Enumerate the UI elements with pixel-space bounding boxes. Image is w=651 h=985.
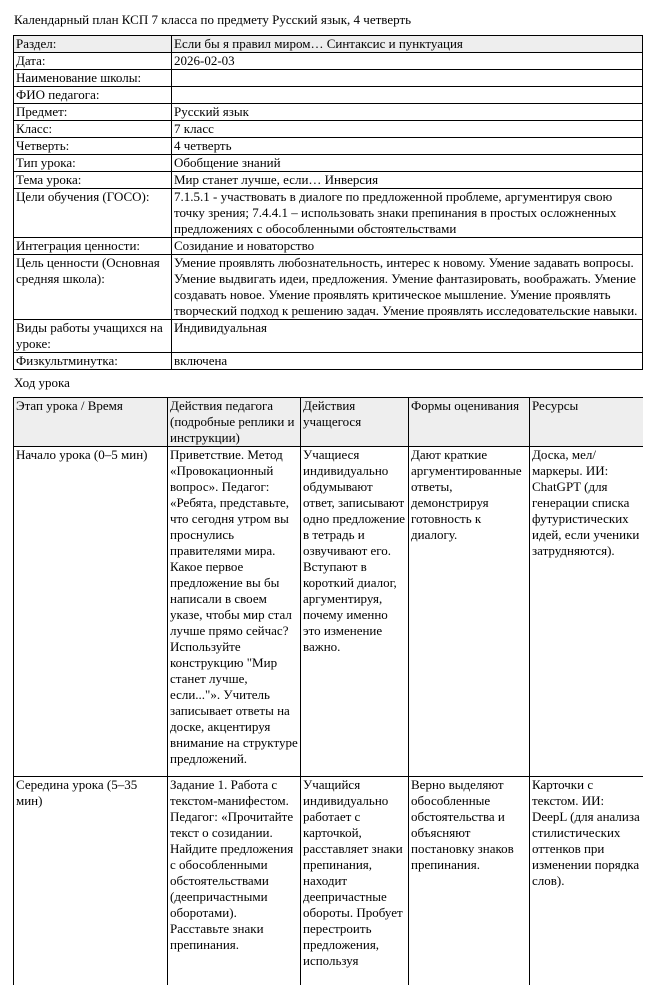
info-value: Индивидуальная	[172, 320, 643, 353]
header-stage: Этап урока / Время	[14, 398, 168, 447]
info-row	[14, 353, 643, 370]
lesson-plan-table	[13, 397, 643, 985]
info-label: Цель ценности (Основная средняя школа):	[14, 255, 172, 320]
info-row	[14, 189, 643, 238]
info-row	[14, 255, 643, 320]
lesson-plan-viewport	[13, 397, 643, 985]
plan-resources-cell: Карточки с текстом. ИИ: DeepL (для анализа стилистических оттенков при изменении порядка слов).	[530, 777, 644, 985]
plan-resources-cell: Доска, мел/маркеры. ИИ: ChatGPT (для генерации списка футуристических идей, если ученики затрудняются).	[530, 447, 644, 777]
info-value: 4 четверть	[172, 138, 643, 155]
info-value: Созидание и новаторство	[172, 238, 643, 255]
info-row	[14, 104, 643, 121]
info-label: Тема урока:	[14, 172, 172, 189]
plan-stage-cell: Середина урока (5–35 мин)	[14, 777, 168, 985]
info-label: Предмет:	[14, 104, 172, 121]
info-label: Цели обучения (ГОСО):	[14, 189, 172, 238]
info-value: Мир станет лучше, если… Инверсия	[172, 172, 643, 189]
info-value: Если бы я правил миром… Синтаксис и пунктуация	[172, 36, 643, 53]
info-label: Виды работы учащихся на уроке:	[14, 320, 172, 353]
info-label: Класс:	[14, 121, 172, 138]
info-value	[172, 70, 643, 87]
lesson-info-table	[13, 35, 643, 370]
info-value: 7.1.5.1 - участвовать в диалоге по предложенной проблеме, аргументируя свою точку зрения; 7.4.4.1 – использовать знаки препинания в простых осложненных предложениях с обособленными обстоятельствами	[172, 189, 643, 238]
plan-row	[14, 777, 644, 985]
info-row	[14, 320, 643, 353]
info-row	[14, 138, 643, 155]
info-value	[172, 87, 643, 104]
info-value: Русский язык	[172, 104, 643, 121]
header-resources: Ресурсы	[530, 398, 644, 447]
header-teacher-actions: Действия педагога (подробные реплики и инструкции)	[168, 398, 301, 447]
plan-teacher-cell: Приветствие. Метод «Провокационный вопрос». Педагог: «Ребята, представьте, что сегодня утром вы проснулись правителями мира. Какое первое предложение вы бы написали в своем указе, чтобы мир стал лучше прямо сейчас? Используйте конструкцию "Мир станет лучше, если..."». Учитель записывает ответы на доске, акцентируя внимание на структуре предложений.	[168, 447, 301, 777]
info-label: Физкультминутка:	[14, 353, 172, 370]
plan-stage-cell: Начало урока (0–5 мин)	[14, 447, 168, 777]
info-label: Дата:	[14, 53, 172, 70]
info-label: Наименование школы:	[14, 70, 172, 87]
info-row	[14, 36, 643, 53]
plan-assessment-cell: Верно выделяют обособленные обстоятельства и объясняют постановку знаков препинания.	[409, 777, 530, 985]
info-row	[14, 53, 643, 70]
plan-assessment-cell: Дают краткие аргументированные ответы, демонстрируя готовность к диалогу.	[409, 447, 530, 777]
info-value: Обобщение знаний	[172, 155, 643, 172]
info-label: Раздел:	[14, 36, 172, 53]
info-row	[14, 155, 643, 172]
plan-row	[14, 447, 644, 777]
plan-header-row	[14, 398, 644, 447]
info-row	[14, 172, 643, 189]
info-row	[14, 238, 643, 255]
info-row	[14, 121, 643, 138]
info-value: включена	[172, 353, 643, 370]
plan-student-cell: Учащиеся индивидуально обдумывают ответ, записывают одно предложение в тетрадь и озвучивают его. Вступают в короткий диалог, аргументируя, почему именно это изменение важно.	[301, 447, 409, 777]
document-title: Календарный план КСП 7 класса по предмету Русский язык, 4 четверть	[14, 12, 412, 27]
info-label: Интеграция ценности:	[14, 238, 172, 255]
info-label: Тип урока:	[14, 155, 172, 172]
info-value: 2026-02-03	[172, 53, 643, 70]
info-value: 7 класс	[172, 121, 643, 138]
plan-student-cell: Учащийся индивидуально работает с карточкой, расставляет знаки препинания, находит деепричастные обороты. Пробует перестроить предложения, используя	[301, 777, 409, 985]
info-label: Четверть:	[14, 138, 172, 155]
info-row	[14, 70, 643, 87]
plan-teacher-cell: Задание 1. Работа с текстом-манифестом. Педагог: «Прочитайте текст о созидании. Найдите предложения с обособленными обстоятельствами (деепричастными оборотами). Расставьте знаки препинания.	[168, 777, 301, 985]
info-label: ФИО педагога:	[14, 87, 172, 104]
header-student-actions: Действия учащегося	[301, 398, 409, 447]
header-assessment: Формы оценивания	[409, 398, 530, 447]
lesson-flow-heading: Ход урока	[14, 375, 70, 390]
info-row	[14, 87, 643, 104]
info-value: Умение проявлять любознательность, интерес к новому. Умение задавать вопросы. Умение выдвигать идеи, предложения. Умение фантазировать, воображать. Умение создавать новое. Умение проявлять критическое мышление. Умение проявлять творческий подход к решению задач. Умение проявлять исследовательские навыки.	[172, 255, 643, 320]
